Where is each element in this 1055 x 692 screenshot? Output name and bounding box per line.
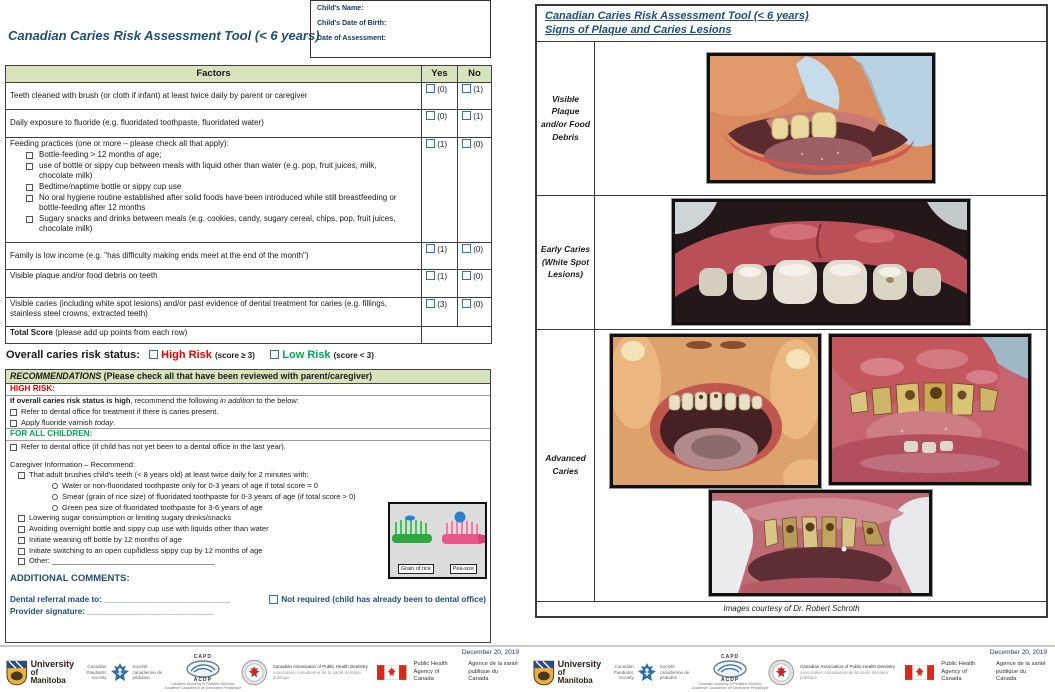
checklist-item: Avoiding overnight bottle and sippy cup use with liquids other than water xyxy=(6,524,388,534)
referral-blank-field[interactable]: _________________________ xyxy=(104,594,231,604)
circle-bullet-icon xyxy=(52,483,58,489)
toothbrush-illustration xyxy=(390,504,485,562)
yes-cell xyxy=(422,137,458,242)
umanitoba-shield-icon xyxy=(6,660,28,686)
caphd-circle-leaf-icon xyxy=(241,659,267,686)
photo-advanced-caries-2 xyxy=(829,334,1031,485)
checkbox-icon[interactable] xyxy=(10,444,17,451)
checklist-item-other: Other: _______________________________________ xyxy=(6,556,388,566)
no-cell xyxy=(458,137,492,242)
checkbox-icon[interactable] xyxy=(18,558,25,565)
canadian-paediatric-society-logo: Canadian Paediatric Society Société canadienne de pédiatrie xyxy=(602,662,692,684)
pea-size-label: Pea-size xyxy=(450,564,477,574)
checkbox-icon[interactable] xyxy=(10,420,17,427)
risk-status-line xyxy=(6,349,492,361)
factors-header: Factors xyxy=(6,66,422,83)
checklist-item: Lowering sugar consumption or limiting sugary drinks/snacks xyxy=(6,513,388,523)
checkbox-icon[interactable] xyxy=(18,537,25,544)
yes-cell xyxy=(422,109,458,137)
checklist-item: That adult brushes child's teeth (< 8 years old) at least twice daily for 2 minutes with: xyxy=(6,470,490,480)
checkbox-icon[interactable] xyxy=(18,526,25,533)
no-cell xyxy=(458,82,492,109)
additional-comments-label: ADDITIONAL COMMENTS: xyxy=(10,573,130,585)
signature-blank-field[interactable]: _________________________ xyxy=(87,607,214,617)
signature-label: Provider signature: xyxy=(10,607,86,617)
yes-cell xyxy=(422,242,458,269)
page-footer xyxy=(527,645,1055,690)
checklist-subitem: Green pea size of fluoridated toothpaste for 3-6 years of age xyxy=(6,503,490,513)
low-risk-score: (score < 3) xyxy=(333,351,374,360)
university-of-manitoba-logo: University of Manitoba xyxy=(533,660,602,686)
high-risk-checkbox[interactable] xyxy=(149,350,158,359)
toothpaste-amount-figure xyxy=(388,502,487,579)
row-label: Visible Plaque and/or Food Debris xyxy=(537,42,595,195)
low-risk-label: Low Risk xyxy=(282,349,331,361)
total-score-row xyxy=(6,326,492,343)
checklist-item: Refer to dental office (if child has not yet been to a dental office in the last year). xyxy=(6,442,490,452)
yes-points: (1) xyxy=(437,271,448,281)
factors-table xyxy=(5,65,492,344)
table-row xyxy=(6,242,492,269)
feeding-heading: Feeding practices (one or more – please check all that apply): xyxy=(10,138,229,148)
feeding-subitem: use of bottle or sippy cup between meals with liquid other than water (e.g. pop, fruit juices, milk, chocolate milk) xyxy=(26,161,404,181)
no-points: (0) xyxy=(473,299,484,309)
checkbox-icon[interactable] xyxy=(26,195,33,202)
recommendations-title: RECOMMENDATIONS xyxy=(10,371,102,381)
total-score-field[interactable] xyxy=(422,326,492,343)
photo-page-title xyxy=(537,6,1046,42)
capd-beaver-oval-icon xyxy=(713,660,747,678)
caphd-logo: Canadian Association of Public Health Dentistry Association canadienne de la santé dentaire publique xyxy=(241,659,377,686)
recommendations-subtitle: (Please check all that have been reviewed with parent/caregiver) xyxy=(101,371,373,381)
recommendations-header xyxy=(6,370,490,384)
not-required-checkbox[interactable] xyxy=(269,595,278,604)
canada-flag-icon xyxy=(377,665,406,680)
umanitoba-shield-icon xyxy=(533,660,555,686)
checkbox-icon[interactable] xyxy=(26,184,33,191)
capd-logo: CAPD ACDP Canadian Academy of Pediatric Dentistry Académie Canadienne de Dentisterie Pédiatrique xyxy=(164,654,242,690)
canadian-paediatric-society-logo: Canadian Paediatric Society Société canadienne de pédiatrie xyxy=(75,662,165,684)
grain-of-rice-label: Grain of rice xyxy=(398,564,434,574)
yes-checkbox[interactable] xyxy=(426,111,435,120)
checklist-item: Initiate weaning off bottle by 12 months of age xyxy=(6,535,388,545)
yes-points: (3) xyxy=(437,299,448,309)
assessment-date-label[interactable]: Date of Assessment: xyxy=(317,35,386,42)
checklist-item: Initiate switching to an open cup/lidless sippy cup by 12 months of age xyxy=(6,546,388,556)
circle-bullet-icon xyxy=(52,494,58,500)
factor-text: Visible plaque and/or food debris on teeth xyxy=(6,269,422,297)
total-score-label: Total Score (please add up points from each row) xyxy=(6,326,422,343)
row-label: Early Caries (White Spot Lesions) xyxy=(537,196,595,329)
checkbox-icon[interactable] xyxy=(18,548,25,555)
yes-points: (1) xyxy=(437,139,448,149)
public-health-agency-logo: Public Health Agency of Canada Agence de la santé publique du Canada xyxy=(377,661,519,684)
yes-points: (1) xyxy=(437,244,448,254)
checkbox-icon[interactable] xyxy=(10,409,17,416)
photo-row-early-caries xyxy=(537,196,1046,330)
checkbox-icon[interactable] xyxy=(26,216,33,223)
child-dob-label[interactable]: Child's Date of Birth: xyxy=(317,20,387,27)
capd-logo: CAPD ACDP Canadian Academy of Pediatric Dentistry Académie Canadienne de Dentisterie Pédiatrique xyxy=(691,654,769,690)
no-checkbox[interactable] xyxy=(462,84,471,93)
child-name-label[interactable]: Child's Name: xyxy=(317,5,364,12)
yes-cell xyxy=(422,82,458,109)
yes-points: (0) xyxy=(437,84,448,94)
assessment-form-page xyxy=(0,0,527,690)
factor-text: Family is low income (e.g. "has difficulty making ends meet at the end of the month") xyxy=(6,242,422,269)
footer-date: December 20, 2019 xyxy=(461,649,519,656)
high-risk-label: High Risk xyxy=(161,349,212,361)
child-info-box xyxy=(310,0,491,58)
photo-advanced-caries-3 xyxy=(709,490,932,596)
all-children-section-header: FOR ALL CHILDREN: xyxy=(6,428,490,441)
factor-text: Daily exposure to fluoride (e.g. fluoridated toothpaste, fluoridated water) xyxy=(6,109,422,137)
photo-table xyxy=(535,4,1048,618)
no-points: (0) xyxy=(473,271,484,281)
feeding-subitem: No oral hygiene routine established after solid foods have been introduced while still breastfeeding or bottle-feeding after 12 months xyxy=(26,193,404,213)
table-row-feeding-practices xyxy=(6,137,492,242)
checklist-item: Apply fluoride varnish today. xyxy=(6,418,490,428)
feeding-subitem: Sugary snacks and drinks between meals (e.g. cookies, candy, sugary cereal, chips, pop, fruit juices, chocolate milk) xyxy=(26,214,404,234)
no-cell xyxy=(458,109,492,137)
maple-leaf-person-icon xyxy=(637,662,657,684)
factor-text: Visible caries (including white spot lesions) and/or past evidence of dental treatment for caries (e.g. fillings, stainless steel crowns, extracted teeth) xyxy=(6,297,422,326)
no-checkbox[interactable] xyxy=(462,299,471,308)
checklist-subitem: Water or non-fluoridated toothpaste only for 0-3 years of age if total score = 0 xyxy=(6,481,490,491)
row-label: Advanced Caries xyxy=(537,330,595,601)
no-header: No xyxy=(458,66,492,83)
circle-bullet-icon xyxy=(52,505,58,511)
checkbox-icon[interactable] xyxy=(26,152,33,159)
referral-label: Dental referral made to: xyxy=(10,594,102,604)
no-checkbox[interactable] xyxy=(462,139,471,148)
photo-advanced-caries-1 xyxy=(610,334,821,488)
caphd-logo: Canadian Association of Public Health Dentistry Association canadienne de la santé dentaire publique xyxy=(768,659,904,686)
yes-checkbox[interactable] xyxy=(426,271,435,280)
factor-text xyxy=(6,137,422,242)
photo-page-title-line2: Signs of Plaque and Caries Lesions xyxy=(545,24,732,37)
capd-beaver-oval-icon xyxy=(186,660,220,678)
caphd-circle-leaf-icon xyxy=(768,659,795,686)
caregiver-heading: Caregiver Information – Recommend: xyxy=(10,459,136,469)
referral-line xyxy=(6,595,490,606)
no-checkbox[interactable] xyxy=(462,271,471,280)
footer-date: December 20, 2019 xyxy=(989,649,1047,656)
maple-leaf-person-icon xyxy=(110,662,130,684)
checklist-item: Refer to dental office for treatment if there is caries present. xyxy=(6,407,490,417)
photo-credit-caption: Images courtesy of Dr. Robert Schroth xyxy=(723,603,860,613)
yes-cell xyxy=(422,269,458,297)
yes-header: Yes xyxy=(422,66,458,83)
risk-status-label: Overall caries risk status: xyxy=(6,349,140,361)
low-risk-checkbox[interactable] xyxy=(270,350,279,359)
no-checkbox[interactable] xyxy=(462,111,471,120)
yes-checkbox[interactable] xyxy=(426,299,435,308)
other-blank-field[interactable]: _______________________________________ xyxy=(51,556,215,566)
no-points: (1) xyxy=(473,111,484,121)
feeding-subitem: Bedtime/naptime bottle or sippy cup use xyxy=(26,182,404,192)
no-cell xyxy=(458,297,492,326)
table-row xyxy=(6,297,492,326)
no-checkbox[interactable] xyxy=(462,244,471,253)
photo-visible-plaque xyxy=(707,53,935,183)
page-footer xyxy=(0,645,527,690)
signature-line xyxy=(6,607,490,618)
table-row xyxy=(6,109,492,137)
no-cell xyxy=(458,269,492,297)
high-risk-intro: If overall caries risk status is high, recommend the following in addition to the below: xyxy=(10,396,299,406)
no-points: (1) xyxy=(473,84,484,94)
feeding-subitem: Bottle-feeding > 12 months of age; xyxy=(26,150,404,160)
factor-text: Teeth cleaned with brush (or cloth if infant) at least twice daily by parent or caregiver xyxy=(6,82,422,109)
photo-early-caries xyxy=(672,199,970,325)
yes-cell xyxy=(422,297,458,326)
photo-row-visible-plaque xyxy=(537,42,1046,196)
table-row xyxy=(6,82,492,109)
checkbox-icon[interactable] xyxy=(18,472,25,479)
yes-checkbox[interactable] xyxy=(426,84,435,93)
not-required-label: Not required (child has already been to dental office) xyxy=(281,594,486,604)
yes-checkbox[interactable] xyxy=(426,139,435,148)
yes-points: (0) xyxy=(437,111,448,121)
no-cell xyxy=(458,242,492,269)
table-row xyxy=(6,269,492,297)
no-points: (0) xyxy=(473,244,484,254)
university-of-manitoba-logo: University of Manitoba xyxy=(6,660,75,686)
yes-checkbox[interactable] xyxy=(426,244,435,253)
table-header-row xyxy=(6,66,492,83)
photo-row-advanced-caries xyxy=(537,330,1046,602)
checklist-subitem: Smear (grain of rice size) of fluoridated toothpaste for 0-3 years of age (if total score > 0) xyxy=(6,492,490,502)
checkbox-icon[interactable] xyxy=(26,163,33,170)
canada-flag-icon xyxy=(905,665,934,680)
no-points: (0) xyxy=(473,139,484,149)
public-health-agency-logo: Public Health Agency of Canada Agence de la santé publique du Canada xyxy=(905,661,1047,684)
photo-page-title-line1: Canadian Caries Risk Assessment Tool (< 6 years) xyxy=(545,10,809,22)
checkbox-icon[interactable] xyxy=(18,515,25,522)
high-risk-section-header: HIGH RISK: xyxy=(6,384,490,396)
page-title: Canadian Caries Risk Assessment Tool (< 6 years) xyxy=(8,28,320,43)
photo-reference-page xyxy=(527,0,1055,690)
high-risk-score: (score ≥ 3) xyxy=(214,351,255,360)
